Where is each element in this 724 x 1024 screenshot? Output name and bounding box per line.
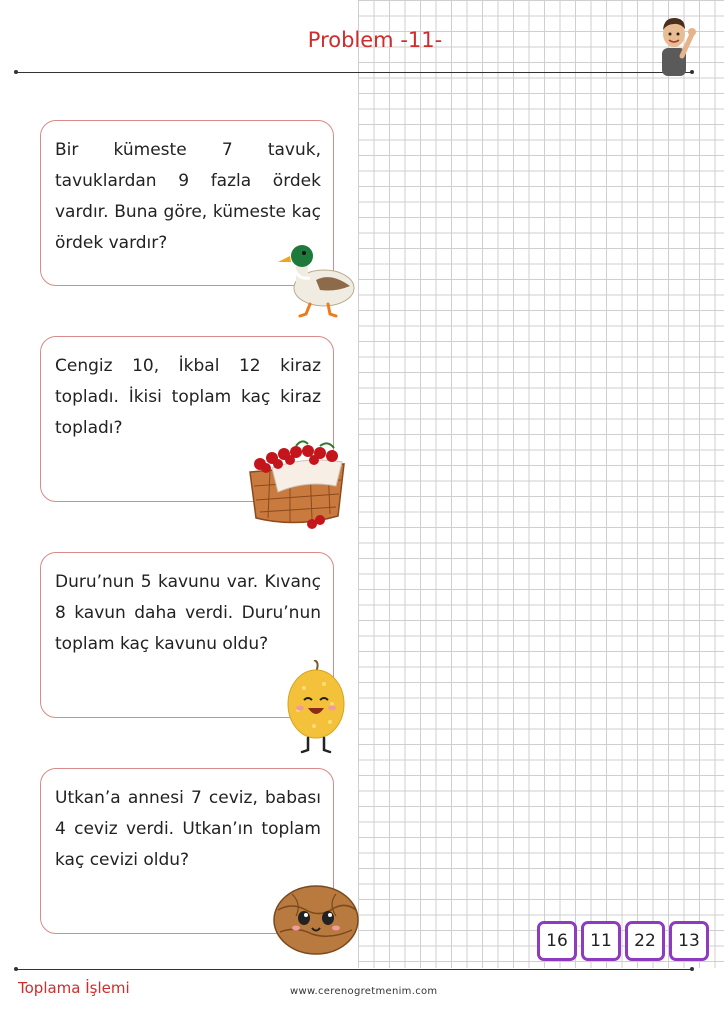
website-link[interactable]: www.cerenogretmenim.com [290,986,438,997]
header-divider [16,72,692,73]
answer-box-3: 22 [625,921,665,961]
cherry-basket-icon [246,436,348,532]
topic-label: Toplama İşlemi [18,979,130,997]
grid-paper [358,0,724,968]
problem-text-2: Cengiz 10, İkbal 12 kiraz topladı. İkisi toplam kaç kiraz topladı? [55,356,321,438]
duck-icon [276,240,358,320]
footer-divider [16,969,692,970]
answer-boxes [537,921,709,961]
avatar-icon [652,12,698,78]
melon-icon [284,660,348,754]
answer-box-2: 11 [581,921,621,961]
problem-text-1: Bir kümeste 7 tavuk, tavuklardan 9 fazla ördek vardır. Buna göre, kümeste kaç ördek vardır? [55,140,321,253]
walnut-icon [272,880,360,956]
problem-text-3: Duru’nun 5 kavunu var. Kıvanç 8 kavun daha verdi. Duru’nun toplam kaç kavunu oldu? [55,572,321,654]
page-title: Problem -11- [307,28,443,52]
problem-text-4: Utkan’a annesi 7 ceviz, babası 4 ceviz verdi. Utkan’ın toplam kaç cevizi oldu? [55,788,321,870]
answer-box-4: 13 [669,921,709,961]
answer-box-1: 16 [537,921,577,961]
